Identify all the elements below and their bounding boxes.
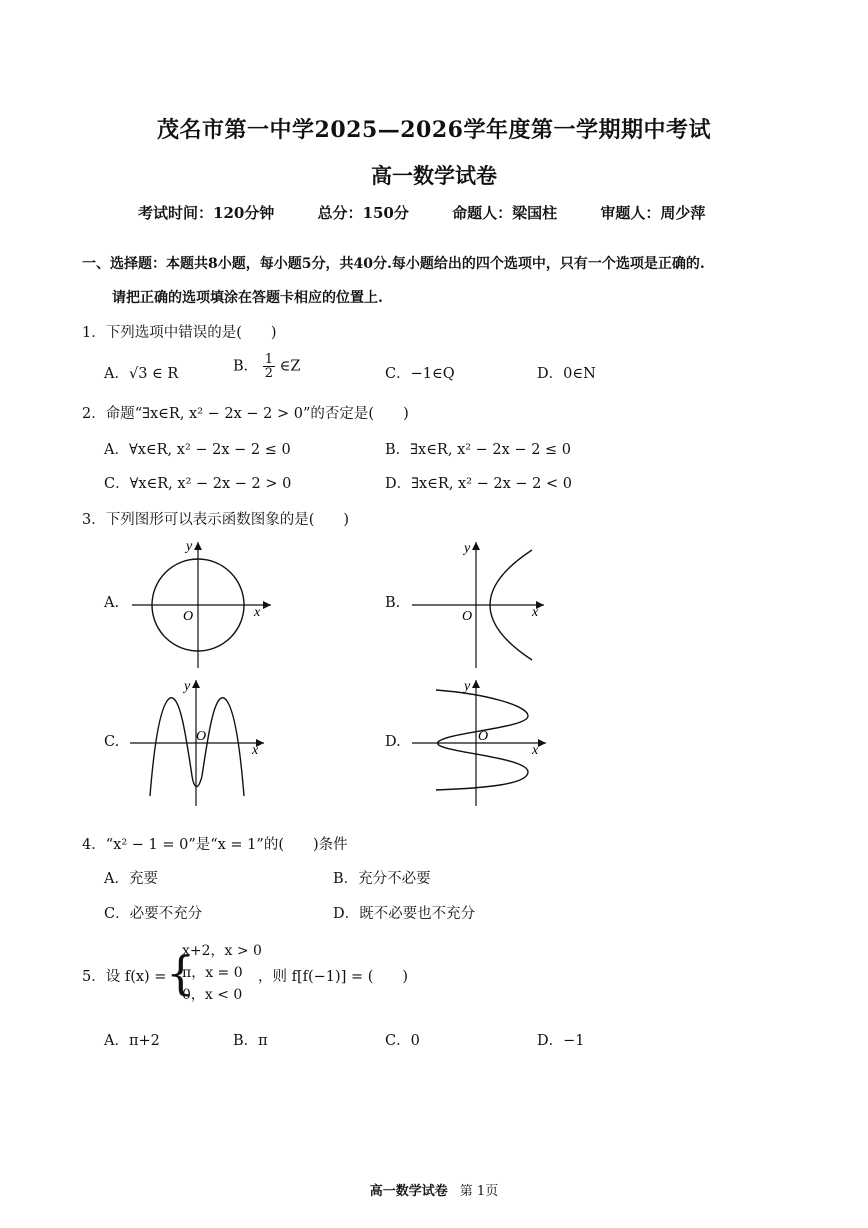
question-1-stem: 1．下列选项中错误的是( ): [82, 325, 277, 341]
x-label: x: [532, 743, 539, 758]
footer-name: 高一数学试卷: [369, 1184, 448, 1199]
question-1-option-d: D．0∈N: [537, 366, 596, 382]
y-label: y: [464, 541, 471, 556]
question-2-option-b: B．∃x∈R, x² − 2x − 2 ≤ 0: [385, 442, 572, 458]
question-1-option-a: A．√3 ∈ R: [104, 366, 179, 382]
w-shaped-curve: [150, 698, 244, 796]
x-axis-arrow: [263, 601, 271, 609]
question-5-option-b: B．π: [233, 1033, 268, 1049]
question-5-stem-post: ，则 f[f(−1)] = ( ): [258, 969, 409, 985]
question-3-option-c-label: C.: [104, 734, 120, 750]
y-label: y: [184, 679, 191, 694]
brace-icon: {: [166, 946, 196, 1000]
x-label: x: [254, 605, 261, 620]
question-3-option-a-label: A.: [104, 595, 120, 611]
question-4-option-c: C．必要不充分: [104, 906, 203, 922]
piecewise-case-2: π，x = 0: [182, 965, 243, 981]
graph-a-circle: [126, 538, 276, 673]
exam-subtitle: 高一数学试卷: [371, 163, 497, 188]
graph-b-parabola: [408, 538, 558, 673]
question-3-option-d-label: D.: [385, 734, 401, 750]
origin-label: O: [196, 729, 207, 744]
question-2-option-c: C．∀x∈R, x² − 2x − 2 > 0: [104, 476, 292, 492]
exam-title: 茂名市第一中学2025—2026学年度第一学期期中考试: [157, 117, 711, 143]
origin-label: O: [462, 609, 473, 624]
origin-label: O: [183, 609, 194, 624]
y-axis-arrow: [192, 680, 200, 688]
y-axis-arrow: [194, 542, 202, 550]
question-4-stem: 4．“x² − 1 = 0”是“x = 1”的( )条件: [82, 837, 348, 853]
exam-score: 总分：150分: [317, 204, 409, 222]
piecewise-case-1: x+2，x > 0: [182, 943, 262, 959]
footer-page: 第 1页: [459, 1184, 499, 1199]
question-3-option-b-label: B.: [385, 595, 401, 611]
question-4-option-a: A．充要: [104, 871, 158, 887]
y-axis-arrow: [472, 680, 480, 688]
y-label: y: [186, 539, 193, 554]
question-1-option-c: C．−1∈Q: [385, 366, 455, 382]
question-4-option-d: D．既不必要也不充分: [333, 906, 476, 922]
question-2-option-a: A．∀x∈R, x² − 2x − 2 ≤ 0: [104, 442, 291, 458]
x-axis-arrow: [538, 739, 546, 747]
question-5-option-a: A．π+2: [104, 1033, 160, 1049]
origin-label: O: [478, 729, 489, 744]
fraction-numerator: 1: [264, 352, 274, 367]
fraction-denominator: 2: [264, 366, 274, 381]
section-instructions-line1: 一、选择题：本题共8小题，每小题5分，共40分.每小题给出的四个选项中，只有一个选项是正确的.: [82, 256, 705, 272]
fraction: [263, 353, 275, 380]
question-1-option-b: [233, 353, 300, 380]
graph-c-wave: [126, 676, 276, 811]
option-b-label: B．: [233, 358, 259, 375]
y-label: y: [464, 679, 471, 694]
question-2-option-d: D．∃x∈R, x² − 2x − 2 < 0: [385, 476, 572, 492]
question-3-stem: 3．下列图形可以表示函数图象的是( ): [82, 512, 350, 528]
question-2-stem: 2．命题“∃x∈R, x² − 2x − 2 > 0”的否定是( ): [82, 406, 409, 422]
exam-meta: [138, 202, 743, 223]
option-b-tail: ∈Z: [279, 358, 301, 375]
x-label: x: [252, 743, 259, 758]
question-4-option-b: B．充分不必要: [333, 871, 431, 887]
exam-reviewer: 审题人：周少萍: [600, 204, 706, 222]
page-footer: [0, 1180, 868, 1199]
question-5-option-d: D．−1: [537, 1033, 585, 1049]
question-5-option-c: C．0: [385, 1033, 420, 1049]
exam-time: 考试时间：120分钟: [138, 204, 275, 222]
piecewise-case-3: 0，x < 0: [182, 987, 243, 1003]
exam-author: 命题人：梁国柱: [452, 204, 558, 222]
y-axis-arrow: [472, 542, 480, 550]
question-5-stem-pre: 5．设 f(x) =: [82, 969, 167, 985]
section-instructions-line2: 请把正确的选项填涂在答题卡相应的位置上.: [112, 290, 383, 306]
x-label: x: [532, 605, 539, 620]
graph-d-s-curve: [408, 676, 558, 811]
